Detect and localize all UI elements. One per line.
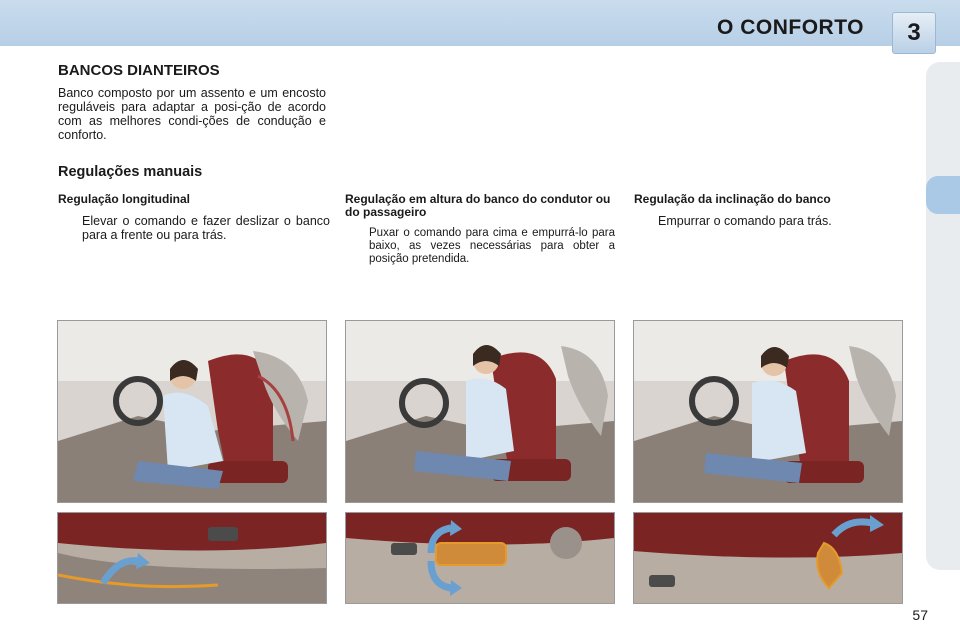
chapter-title: O CONFORTO: [717, 16, 864, 39]
instruction-text: Empurrar o comando para trás.: [658, 214, 832, 228]
column-longitudinal: [58, 193, 330, 242]
detail-longitudinal-control: [57, 512, 327, 604]
section-title: BANCOS DIANTEIROS: [58, 62, 220, 79]
detail-height-control: [345, 512, 615, 604]
side-index-active-tab: [926, 176, 960, 214]
column-heading: Regulação da inclinação do banco: [634, 192, 831, 206]
instruction-item: [58, 214, 330, 242]
instruction-text: Elevar o comando e fazer deslizar o banco para a frente ou para trás.: [82, 214, 330, 242]
column-inclination: [634, 193, 902, 228]
bullet-icon: [634, 214, 658, 228]
page-number: 57: [912, 607, 928, 623]
column-heading: Regulação em altura do banco do condutor ou do passageiro: [345, 192, 611, 219]
column-heading: Regulação longitudinal: [58, 192, 191, 206]
side-index-rail: [926, 62, 960, 570]
subsection-title: Regulações manuais: [58, 164, 203, 180]
illustration-driver-height: [345, 320, 615, 503]
column-height: [345, 193, 615, 266]
illustration-driver-longitudinal: [57, 320, 327, 503]
instruction-text: Puxar o comando para cima e empurrá-lo para baixo, as vezes necessárias para obter a posição pretendida.: [369, 227, 615, 265]
chapter-number-tab: 3: [892, 12, 936, 54]
instruction-item: [345, 227, 615, 266]
section-intro: Banco composto por um assento e um encosto reguláveis para adaptar a posi-ção de acordo com as melhores condi-ções de condução e conforto.: [58, 86, 326, 142]
illustration-driver-inclination: [633, 320, 903, 503]
instruction-item: [634, 214, 902, 228]
detail-inclination-control: [633, 512, 903, 604]
bullet-icon: [345, 227, 369, 266]
bullet-icon: [58, 214, 82, 242]
